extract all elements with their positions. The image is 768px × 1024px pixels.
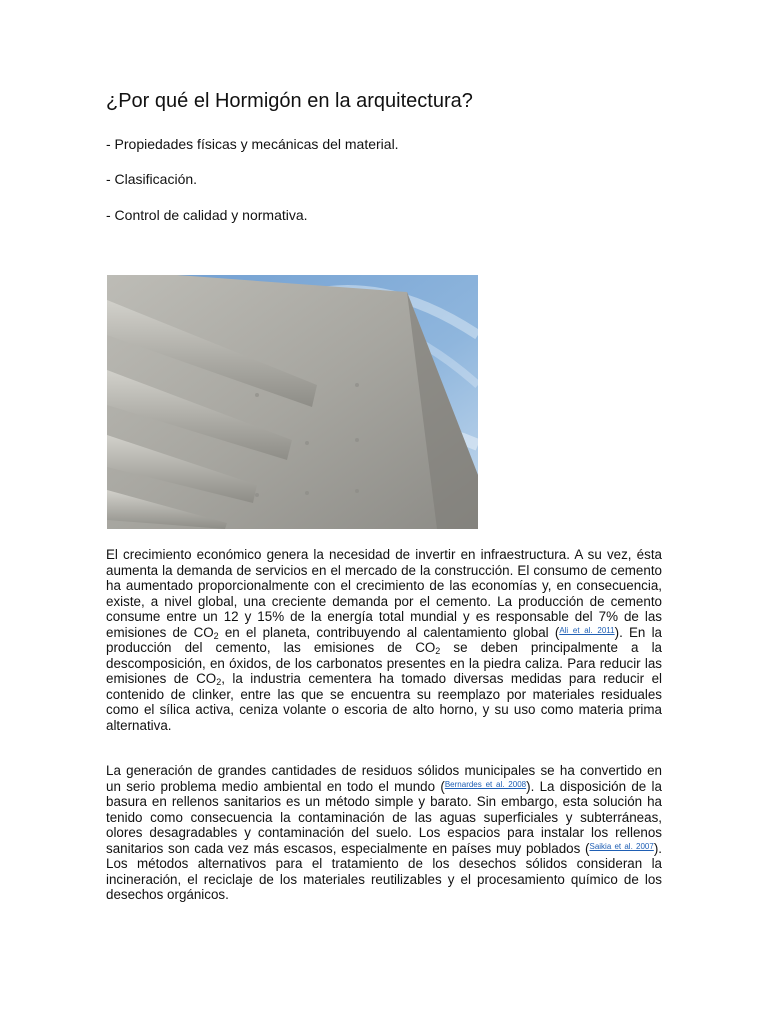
citation-link[interactable]: Bernardes et al. 2008 [444, 779, 527, 789]
bullet-item: - Clasificación. [106, 171, 198, 187]
bullet-item: - Propiedades físicas y mecánicas del material. [106, 136, 399, 152]
concrete-architecture-photo [107, 275, 478, 529]
page-title: ¿Por qué el Hormigón en la arquitectura? [106, 90, 473, 112]
citation-link[interactable]: Ali et al. 2011 [559, 625, 615, 635]
paragraph-waste: La generación de grandes cantidades de residuos sólidos municipales se ha convertido en un serio problema medio ambiental en todo el mundo ($^{Bernardes et al. 2008}$). La disposición de la basura en rellenos sanitarios es un método simple y barato. Sin embargo, esta solución ha tenido como consecuencia la contaminación de las aguas superficiales y subterráneas, olores desagradables y contaminación del suelo. Los espacios para instalar los rellenos sanitarios son cada vez más escasos, especialmente en países muy poblados ($^{Saikia et al. 2007}$). Los métodos alternativos para el tratamiento de los desechos sólidos consideran la incineración, el reciclaje de los materiales reutilizables y el procesamiento químico de los desechos orgánicos. [106, 763, 662, 902]
paragraph-cement: El crecimiento económico genera la necesidad de invertir en infraestructura. A su vez, ésta aumenta la demanda de servicios en el mercado de la construcción. El consumo de cemento ha aumentado proporcionalmente con el crecimiento de las economías y, en consecuencia, existe, a nivel global, una creciente demanda por el cemento. La producción de cemento consume entre un 12 y 15% de la energía total mundial y es responsable del 7% de las emisiones de $CO_2$ en el planeta, contribuyendo al calentamiento global ($^{Ali et al. 2011}$). En la producción del cemento, las emisiones de $CO_2$ se deben principalmente a la descomposición, en óxidos, de los carbonatos presentes en la piedra caliza. Para reducir las emisiones de $CO_2$, la industria cementera ha tomado diversas medidas para reducir el contenido de clinker, entre las que se encuentra su reemplazo por materiales residuales como el sílica activa, ceniza volante o escoria de alto horno, y su uso como materia prima alternativa. [106, 547, 662, 733]
citation-link[interactable]: Saikia et al. 2007 [589, 841, 654, 851]
bullet-item: - Control de calidad y normativa. [106, 207, 308, 223]
